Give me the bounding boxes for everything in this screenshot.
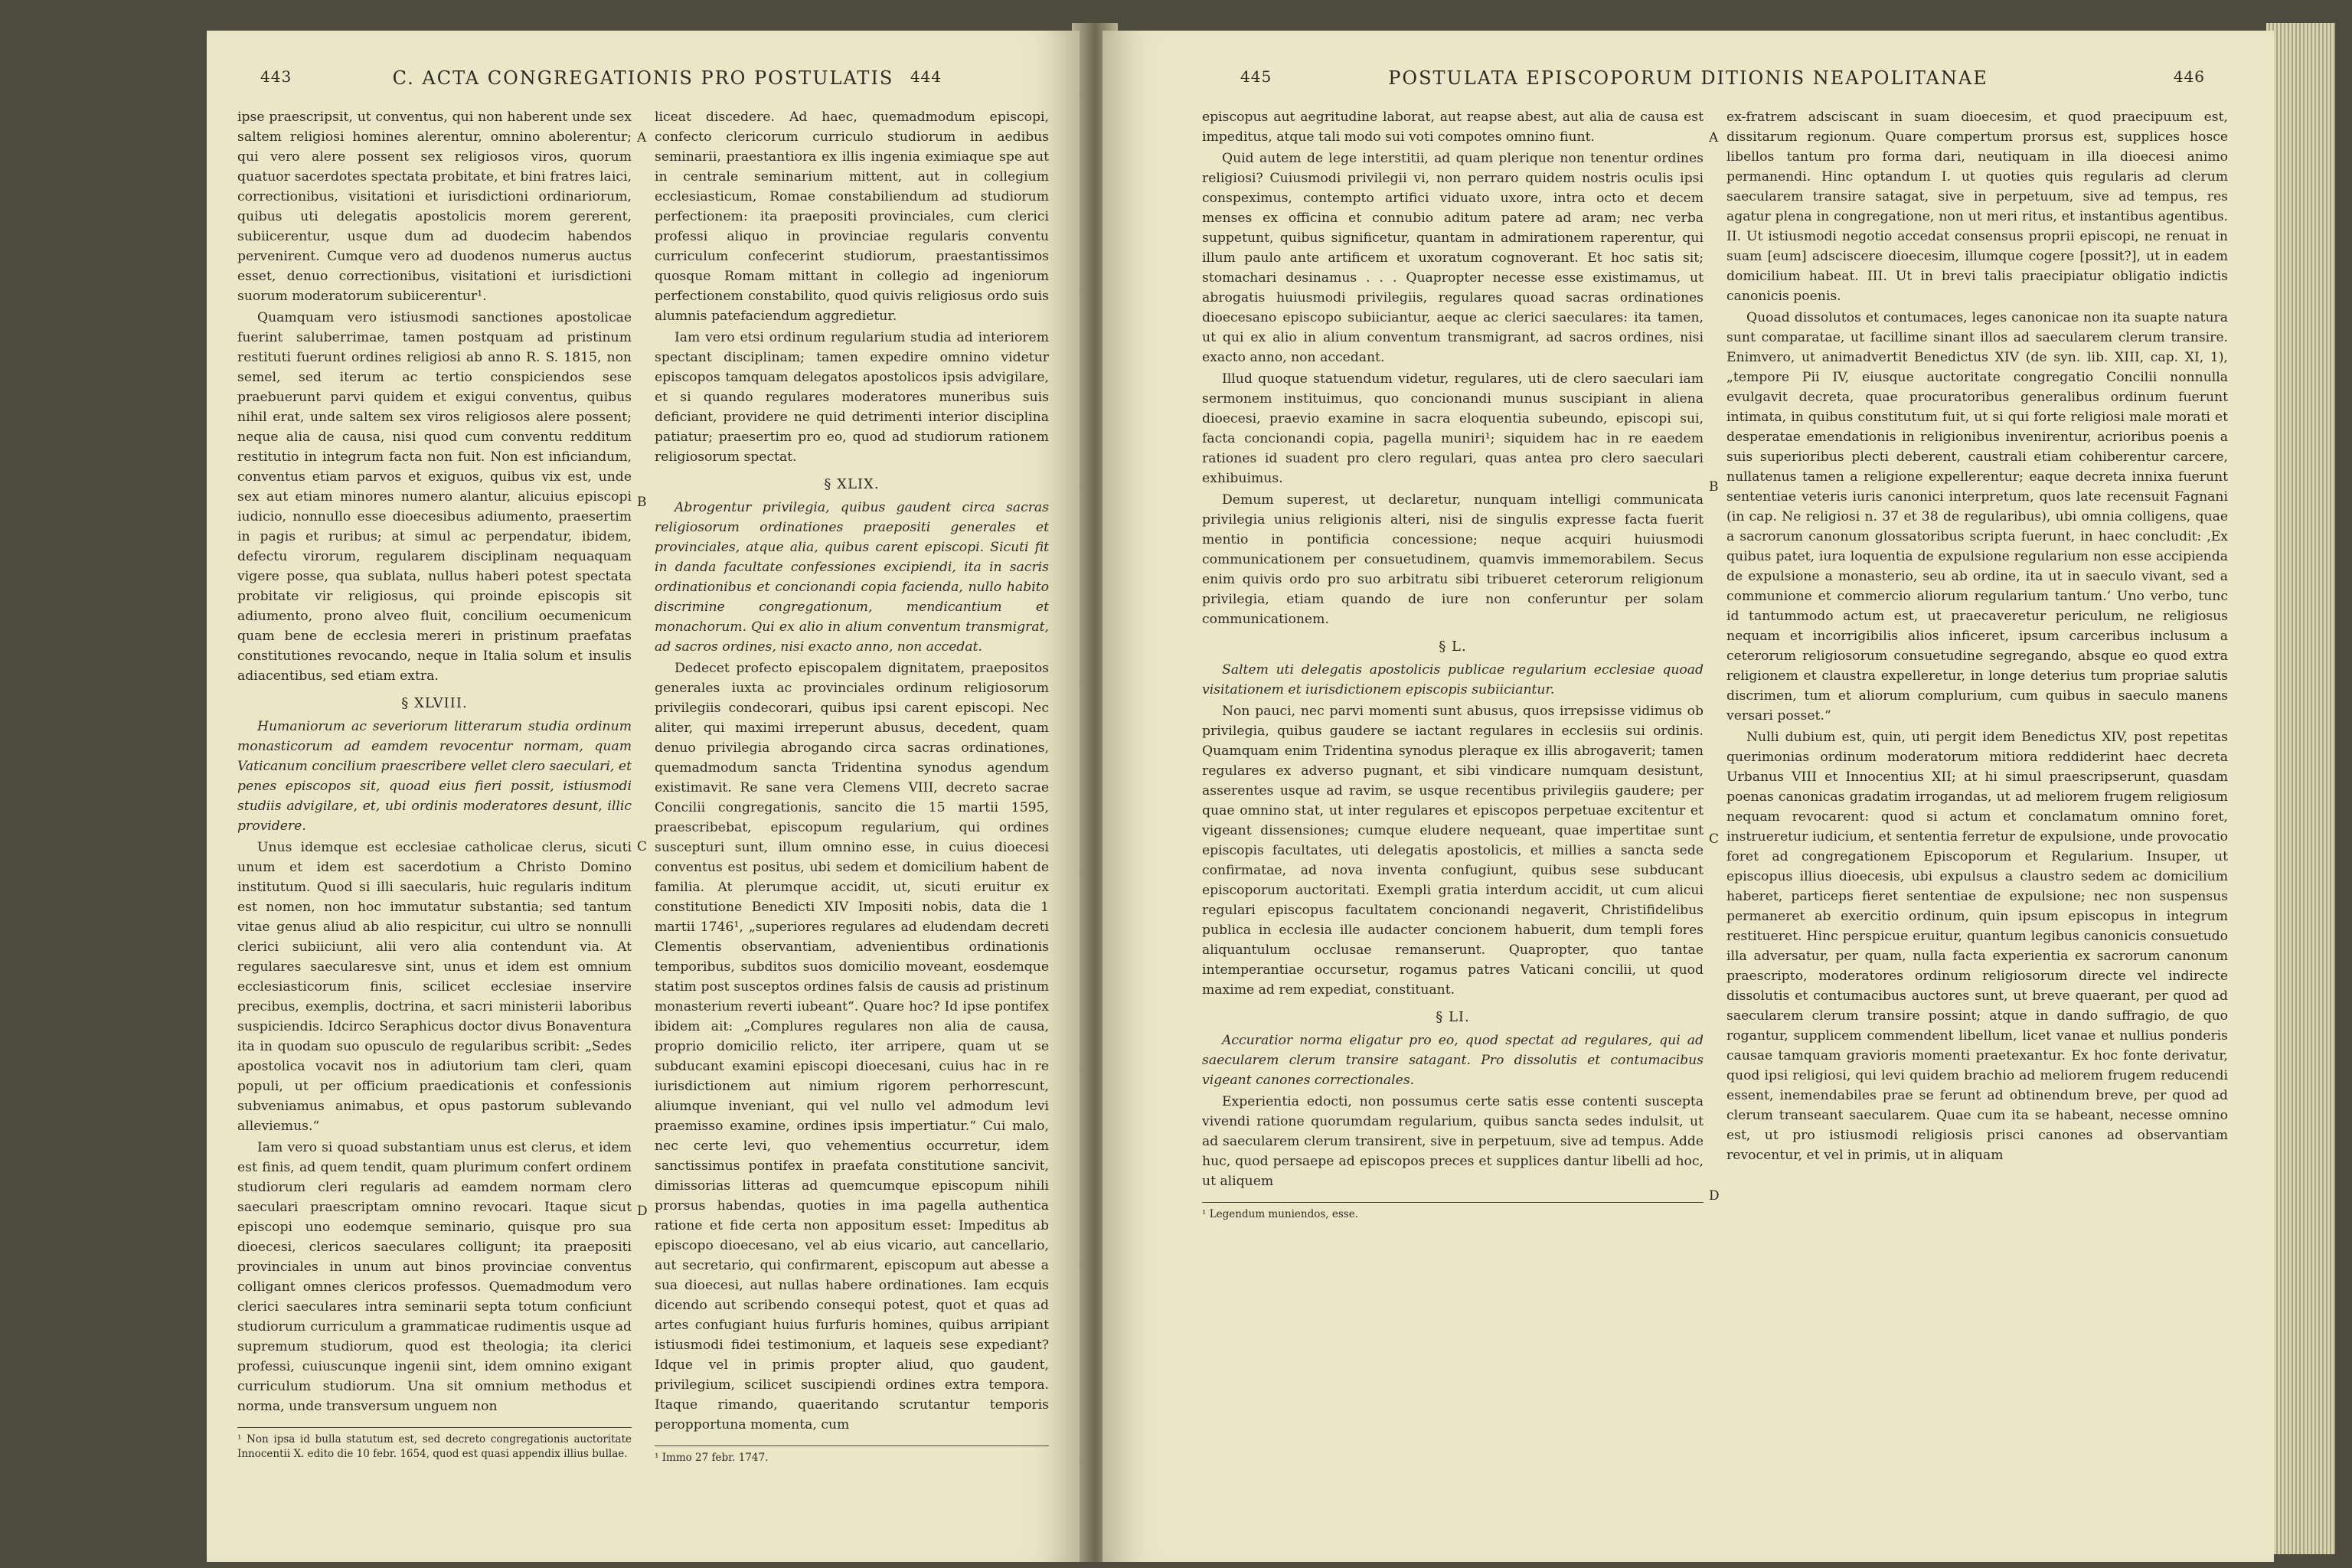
page-edges [2266,23,2335,1554]
paragraph: Iam vero etsi ordinum regularium studia ad interiorem spectant disciplinam; tamen expedire omnino videtur episcopos tamquam delegatos apostolicos ipsis advigilare, et si quando regulares moderatores muneribus suis deficiant, providere ne quid detrimenti interior disciplina patiatur; praesertim pro eo, quod ad studiorum rationem religiosorum spectat. [655,330,1049,465]
paragraph: liceat discedere. Ad haec, quemadmodum episcopi, confecto clericorum curriculo studiorum in aedibus seminarii, praestantiora ex illis ingenia eximiaque spe aut in centrale seminarium mittent, aut in collegium ecclesiasticum, Romae constabiliendum ad studiorum perfectionem: ita praepositi provinciales, cum clerici professi aliquo in provinciae regularis conventu curriculum confecerint studiorum, praestantissimos quosque Romam mittant in collegio ad ingeniorum perfectionem constabilito, quod quivis religiosus ordo suis alumnis patefaciendum aggredietur. [655,109,1049,324]
margin-letter: C [1709,831,1720,847]
margin-letter: B [637,495,647,510]
section-summary: Abrogentur privilegia, quibus gaudent circa sacras religiosorum ordinationes praepositi generales et provinciales, atque alia, quibus carent episcopi. Sicuti fit in danda facultate confessiones excipiendi, ita in sacris ordinationibus et concionandi copia facienda, nullo habito discrimine congregationum, mendicantium et monachorum. Qui ex alio in alium conventum transmigrat, ad sacros ordines, nisi exacto anno, non accedat. [655,500,1049,655]
section-summary: Saltem uti delegatis apostolicis publicae regularium ecclesiae quoad visitationem et iurisdictionem episcopis subiiciantur. [1202,662,1704,697]
running-title: POSTULATA EPISCOPORUM DITIONIS NEAPOLITANAE [1388,67,1988,89]
paragraph: Illud quoque statuendum videtur, regulares, uti de clero saeculari iam sermonem instituimus, quo concionandi munus suscipiant in aliena dioecesi, praevio examine in sacra eloquentia subeundo, episcopi sui, facta concionandi copia, pagella muniri¹; siquidem hac in re eaedem rationes id suadent pro clero regulari, quas antea pro clero saeculari exhibuimus. [1202,371,1704,486]
paragraph: ipse praescripsit, ut conventus, qui non haberent unde sex saltem religiosi homines alerentur, omnino abolerentur; qui vero alere possent sex religiosos viros, quorum quatuor sacerdotes spectata probitate, et bini fratres laici, correctionibus, visitationi et iurisdictioni ordinariorum, quibus uti delegatis apostolicis morem gererent, subiicerentur, usque dum ad duodecim habendos pervenirent. Cumque vero ad duodenos numerus auctus esset, denuo correctionibus, visitationi et iurisdictioni suorum moderatorum subiicerentur¹. [237,109,632,304]
running-title: C. ACTA CONGREGATIONIS PRO POSTULATIS [392,67,894,89]
paragraph: Quamquam vero istiusmodi sanctiones apostolicae fuerint saluberrimae, tamen postquam ad pristinum restituti fuerunt ordines religiosi ab anno R. S. 1815, non semel, sed iterum ac tertio conspiciendos sese praebuerunt parvi quidem et exigui conventus, quibus nihil erat, unde saltem sex viros religiosos alere possent; neque alia de causa, nisi quod cum conventu redditum restitutio in integrum facta non fuit. Non est inficiandum, conventus etiam parvos et exiguos, quibus vix est, unde sex aut etiam minores numero alantur, alicuius episcopi iudicio, nonnullo esse dioecesibus adiumento, praesertim in pagis et ruribus; at simul ac perpendatur, ibidem, defectu virorum, regularem disciplinam nequaquam vigere posse, qua sublata, nullus haberi potest spectata probitate vir religiosus, qui proinde episcopis sit adiumento, prono alveo fluit, concilium oecumenicum quam bene de ecclesia mereri in pristinum praefatas constitutiones revocando, neque in Italia solum et insulis adiacentibus, sed etiam extra. [237,310,632,684]
paragraph: ex-fratrem adsciscant in suam dioecesim, et quod praecipuum est, dissitarum regionum. Quare compertum prorsus est, supplices hosce libellos tantum pro forma dari, neutiquam in illa dioecesi animo permanendi. Hinc optandum I. ut quoties quis regularis ad clerum saecularem transire satagat, sive in perpetuum, sive ad tempus, res agatur plena in congregatione, non ut meri ritus, et instantibus agentibus. II. Ut istiusmodi negotio accedat consensus proprii episcopi, ne renuat in suam [eum] adsciscere dioecesim, illumque cogere [possit?], ut in eadem domicilium habeat. III. Ut in brevi talis praecipiatur obligatio indictis canonicis poenis. [1726,109,2228,304]
margin-letter: D [1709,1188,1720,1204]
page-number: 443 [260,67,292,86]
margin-letter: C [637,839,648,854]
footnote: ¹ Immo 27 febr. 1747. [655,1446,1049,1465]
column-445 [1202,107,1704,1539]
paragraph: Quoad dissolutos et contumaces, leges canonicae non ita suapte natura sunt comparatae, ut facillime sinant illos ad saecularem clerum transire. Enimvero, ut animadvertit Benedictus XIV (de syn. lib. XIII, cap. XI, 1), „tempore Pii IV, eiusque auctoritate congregatio Concilii nonnulla evulgavit decreta, quae procuratoribus generalibus ordinum fuerunt intimata, in quibus constitutum fuit, ut si qui forte religiosi male morati et desperatae emendationis in religionibus invenirentur, acrioribus poenis a suis superioribus plecti deberent, caustrali etiam cohiberentur carcere, nullatenus tamen a religione expellerentur; eaque decreta innixa fuerunt sententiae veteris iuris canonici interpretum, quos late recensuit Fagnani (in cap. Ne religiosi n. 37 et 38 de regularibus), ubi omnia colligens, quae a sacrorum canonum glossatoribus scripta fuerunt, in haec concludit: ‚Ex quibus patet, iura loquentia de expulsione regularium non esse accipienda de expulsione a monasterio, seu ab ordine, ita ut in saeculo vivant, sed a communione et commercio aliorum regularium tantum.‘ Uno verbo, tunc id tantummodo actum est, ut praecaveretur periculum, ne religiosus nequam et incorrigibilis alios inficeret, ipsum carceribus inclusum a ceterorum religiosorum consuetudine segregando, absque eo quod extra religionem et claustra expelleretur, in longe deterius tum propriae salutis discrimen, tum et aliorum complurium, cum quibus in saeculo manens versari posset.“ [1726,310,2228,724]
right-page [1102,31,2274,1562]
page-number: 445 [1240,67,1272,86]
column-444 [655,107,1049,1539]
page-number: 444 [910,67,942,86]
paragraph: Experientia edocti, non possumus certe satis esse contenti suscepta vivendi ratione quorumdam regularium, quibus sancta sedes indulsit, ut ad saecularem clerum transirent, sive in perpetuum, sive ad tempus. Adde huc, quod persaepe ad episcopos preces et supplices dantur libelli ad hoc, ut aliquem [1202,1094,1704,1189]
section-summary: Humaniorum ac severiorum litterarum studia ordinum monasticorum ad eamdem revocentur normam, quam Vaticanum concilium praescribere vellet clero saeculari, et penes episcopos sit, quoad eius fieri possit, istiusmodi studiis advigilare, et, ubi ordinis moderatores desunt, illic providere. [237,719,632,834]
margin-letter: B [1709,479,1719,495]
section-heading: § L. [1439,639,1467,655]
right-page-columns [1202,107,2243,1539]
section-heading: § XLVIII. [401,695,468,711]
margin-letter: A [637,130,647,145]
footnote: ¹ Non ipsa id bulla statutum est, sed decreto congregationis auctoritate Innocentii X. edito die 10 febr. 1654, quod est quasi appendix illius bullae. [237,1427,632,1462]
column-446 [1726,107,2228,1539]
left-page-columns [237,107,1049,1539]
section-summary: Accuratior norma eligatur pro eo, quod spectat ad regulares, qui ad saecularem clerum transire satagant. Pro dissolutis et contumacibus vigeant canones correctionales. [1202,1033,1704,1088]
footnote: ¹ Legendum muniendos, esse. [1202,1202,1704,1222]
right-page-header [1141,67,2236,98]
paragraph: Demum superest, ut declaretur, nunquam intelligi communicata privilegia unius religionis alteri, nisi de singulis expresse facta fuerit mentio in pontificia concessione; neque acquiri huiusmodi communicationem per consuetudinem, quamvis immemorabilem. Secus enim quivis ordo pro suo arbitratu sibi tribueret ceterorum religionum privilegia, etiam quando de iure non conferuntur per solam communicationem. [1202,492,1704,627]
paragraph: Dedecet profecto episcopalem dignitatem, praepositos generales iuxta ac provinciales ordinum religiosorum privilegiis condecorari, quibus ipsi carent episcopi. Nec aliter, qui maximi irreperunt abusus, decedent, quam denuo privilegia abrogando circa sacras ordinationes, quemadmodum sancta Tridentina synodus agendum existimavit. Re sane vera Clemens VIII, decreto sacrae Concilii congregationis, sancito die 15 martii 1595, praescribebat, episcopum regularium, qui ordines suscepturi sunt, illum omnino esse, in cuius dioecesi conventus est positus, ubi sedem et domicilium habent de familia. At plerumque accidit, ut, sicuti eruitur ex constitutione Benedicti XIV Impositi nobis, data die 1 martii 1746¹, „superiores regulares ad eludendam decreti Clementis observantiam, advenientibus ordinationis temporibus, subditos suos domicilio moveant, eosdemque statim post susceptos ordines falsis de causis ad pristinum monasterium reverti iubeant“. Quare hoc? Id ipse pontifex ibidem ait: „Complures regulares non alia de causa, proprio domicilio relicto, iter arripere, quam ut se subducant examini episcopi dioecesani, cuius hac in re iurisdictionem aut nimium rigorem perhorrescunt, aliumque inveniant, qui vel nullo vel admodum levi praemisso examine, ordines ipsis impertiatur.“ Cui malo, nec certe levi, quo vehementius occurretur, idem sanctissimus pontifex in praefata constitutione sancivit, dimissorias litteras ad quemcumque episcopum nihili prorsus habendas, quoties in ima pagella authentica ratione et fide certa non appositum esset: Impeditus ab episcopo dioecesano, vel ab eius vicario, aut cancellario, aut secretario, qui confirmarent, episcopum aut abesse a sua dioecesi, aut nullas habere ordinationes. Iam ecquis dicendo aut scribendo consequi potest, quot et quas ad artes confugiant huius furfuris homines, quibus arripiant istiusmodi fidei testimonium, et laqueis sese expediant? Idque vel in primis propter aliud, quo gaudent, privilegium, scilicet suscipiendi ordines extra tempora. Itaque rimando, quaeritando scrutantur temporis peropportuna momenta, cum [655,661,1049,1432]
paragraph: Nulli dubium est, quin, uti pergit idem Benedictus XIV, post repetitas querimonias ordinum moderatorum mitiora reddiderint haec decreta Urbanus VIII et Innocentius XII; at hi simul praescripserunt, quasdam poenas canonicas gradatim irrogandas, ut ad meliorem frugem religiosum nequam revocarent: quod si actum et conclamatum omnino foret, instrueretur iudicium, et sententia ferretur de expulsione, unde provocatio foret ad congregationem Episcoporum et Regularium. Insuper, ut episcopus illius dioecesis, ubi expulsus a claustro sedem ac domicilium haberet, particeps fieret sententiae de expulsione; nec non suspensus permaneret ab exercitio ordinum, quin ipsum episcopus in integrum restitueret. Hinc perspicue eruitur, quantum legibus canonicis consuetudo illa adversatur, per quam, nulla facta experientia ex sacrorum canonum praescripto, moderatores ordinum religiosorum directe vel indirecte dissolutis et contumacibus auctores sunt, ut breve quaerant, per quod ad saecularem clerum transire possint; atque in dando suffragio, de quo rogantur, supplicem commendent libellum, licet vanae et nullius ponderis causae tamquam gravioris momenti praetexantur. Ex hoc fonte derivatur, quod ipsi religiosi, qui levi quidem brachio ad meliorem frugem reducendi essent, inemendabiles prae se ferunt ad obtinendum breve, per quod ad clerum transeant saecularem. Quae cum ita se habeant, necesse omnino est, ut pro istiusmodi religiosis prisci canones ad observantiam revocentur, et vel in primis, ut in aliquam [1726,730,2228,1163]
page-number: 446 [2173,67,2205,86]
left-page-header [245,67,1041,98]
paragraph: Quid autem de lege interstitii, ad quam plerique non tenentur ordines religiosi? Cuiusmodi privilegii vi, non perraro quidem nostris oculis ipsi conspeximus, contempto artifici viduato uxore, intra octo et decem menses ex officina et connubio aditum patere ad aram; nec verba suppetunt, quibus significetur, quantam in admirationem raperentur, qui illum paulo ante artificem et uxoratum cognoverant. Et hoc satis sit; stomachari desinamus . . . Quapropter necesse esse existimamus, ut abrogatis huiusmodi privilegiis, regulares quoad sacras ordinationes dioecesano episcopo subiiciantur, aeque ac clerici saeculares: ita tamen, ut qui ex alio in alium conventum transmigrant, ad sacros ordines, nisi exacto anno, non accedant. [1202,151,1704,365]
section-heading: § XLIX. [824,476,880,492]
left-page [207,31,1080,1562]
paragraph: Iam vero si quoad substantiam unus est clerus, et idem est finis, ad quem tendit, quam plurimum confert ordinem studiorum cleri regularis ad eamdem normam clero saeculari praescriptam omnino revocari. Itaque sicut episcopi uno eodemque seminario, quisque pro sua dioecesi, clericos saeculares colligunt; ita praepositi provinciales in unum aut binos provinciae conventus colligant omnes clericos professos. Quemadmodum vero clerici saeculares intra seminarii septa totum conficiunt studiorum curriculum a grammaticae rudimentis usque ad supremum studiorum, quod est theologia; ita clerici professi, cuiuscunque ingenii sint, idem omnino exigant curriculum studiorum. Una sit omnium methodus et norma, unde transversum unguem non [237,1140,632,1414]
column-443 [237,107,632,1539]
paragraph: Unus idemque est ecclesiae catholicae clerus, sicuti unum et idem est sacerdotium a Christo Domino institutum. Quod si illi saecularis, huic regularis inditum est nomen, non hoc immutatur substantia; sed tantum vitae genus aliud ab alio respicitur, cui ultro se nonnulli clerici subiiciunt, alii vero alia contendunt via. At regulares saecularesve sint, unus et idem est omnium ecclesiasticorum finis, scilicet ecclesiae inservire precibus, exemplis, doctrina, et sacri ministerii laboribus suspiciendis. Idcirco Seraphicus doctor divus Bonaventura ita in quodam suo opusculo de regularibus scribit: „Sedes apostolica vocavit nos in adiutorium tam cleri, quam populi, ut per officium praedicationis et confessionis subveniamus animabus, et opus pastorum sublevando alleviemus.“ [237,840,632,1134]
margin-letter: D [637,1204,648,1219]
section-heading: § LI. [1436,1009,1470,1025]
paragraph: episcopus aut aegritudine laborat, aut reapse abest, aut alia de causa est impeditus, atque tali modo sui voti compotes omnino fiunt. [1202,109,1704,145]
paragraph: Non pauci, nec parvi momenti sunt abusus, quos irrepsisse vidimus ob privilegia, quibus gaudere se iactant regulares in ecclesiis sui ordinis. Quamquam enim Tridentina synodus pleraque ex illis abrogaverit; tamen regulares ex adverso pugnant, et sibi vindicare numquam desistunt, asserentes usque ad ravim, se usque recentibus privilegiis gaudere; per quae omnino stat, ut inter regulares et episcopos perpetuae excitentur et vigeant dissensiones; cumque eludere nequeant, quae impertitae sunt episcopis facultates, uti delegatis apostolicis, et millies a sancta sede confirmatae, ad nova inventa confugiunt, quibus sese subducant episcoporum auctoritati. Exempli gratia interdum accidit, ut cum alicui regulari episcopus facultatem concionandi negaverit, Christifidelibus publica in ecclesia ille audacter concionem habuerit, dum templi fores aliquantulum occlusae remanserunt. Quapropter, quo tantae intemperantiae occursetur, rogamus patres Vaticani concilii, ut quod maxime ad rem expediat, constituant. [1202,704,1704,998]
margin-letter: A [1709,130,1719,145]
